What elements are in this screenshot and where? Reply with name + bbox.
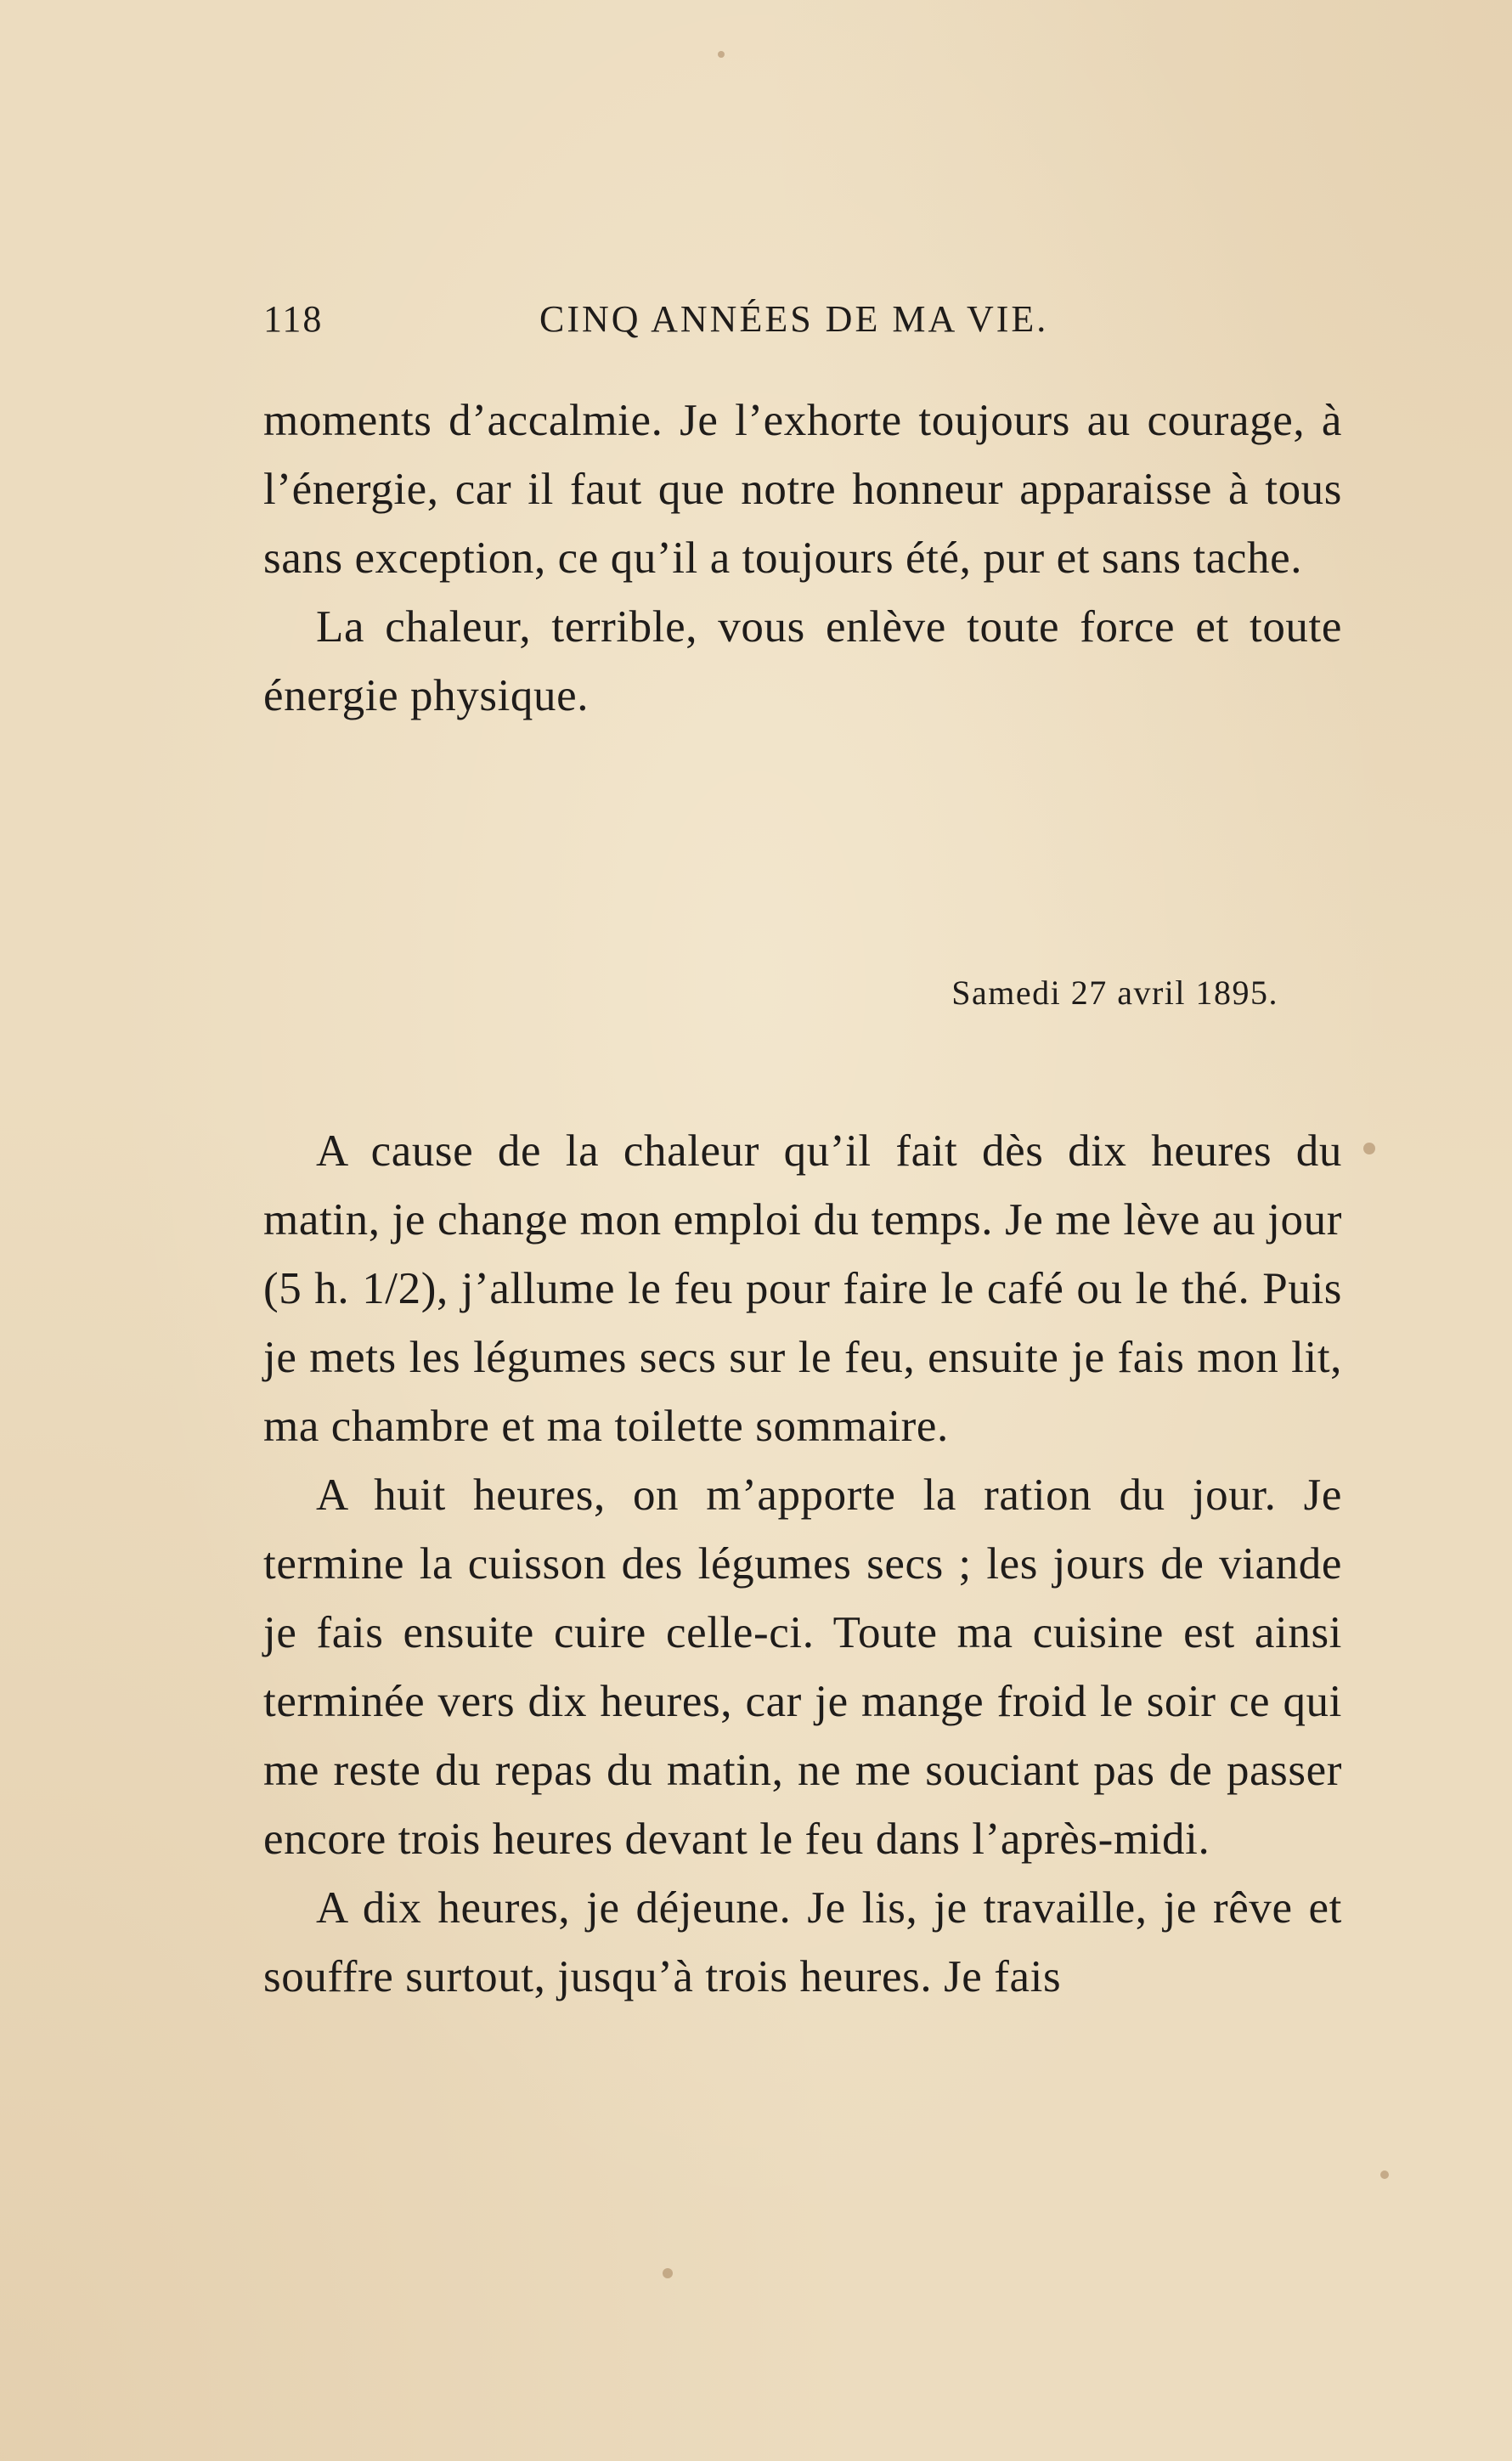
paper-speck bbox=[663, 2268, 673, 2278]
paragraph: A dix heures, je déjeune. Je lis, je travaille, je rêve et souffre surtout, jusqu’à trois heures. Je fais bbox=[263, 1883, 1342, 2001]
paragraph: A huit heures, on m’apporte la ration du jour. Je termine la cuisson des légumes secs ; les jours de viande je fais ensuite cuire celle-ci. Toute ma cuisine est ainsi terminée vers dix heures, car je mange froid le soir ce qui me reste du repas du matin, ne me souciant pas de passer encore trois heures devant le feu dans l’après-midi. bbox=[263, 1470, 1342, 1864]
paragraph: moments d’accalmie. Je l’exhorte toujours au courage, à l’énergie, car il faut que notre honneur apparaisse à tous sans exception, ce qu’il a toujours été, pur et sans tache. bbox=[263, 396, 1342, 583]
text-block-after-date bbox=[263, 1117, 1342, 2012]
paragraph: A cause de la chaleur qu’il fait dès dix heures du matin, je change mon emploi du temps. Je me lève au jour (5 h. 1/2), j’allume le feu pour faire le café ou le thé. Puis je mets les légumes secs sur le feu, ensuite je fais mon lit, ma chambre et ma toilette sommaire. bbox=[263, 1126, 1342, 1451]
running-header bbox=[263, 297, 1342, 348]
paper-speck bbox=[718, 51, 725, 58]
running-title: CINQ ANNÉES DE MA VIE. bbox=[539, 298, 1049, 340]
paper-speck bbox=[1380, 2170, 1389, 2179]
paragraph: La chaleur, terrible, vous enlève toute force et toute énergie physique. bbox=[263, 602, 1342, 720]
text-block-before-date bbox=[263, 387, 1342, 731]
date-heading: Samedi 27 avril 1895. bbox=[951, 974, 1278, 1012]
paper-speck bbox=[1363, 1143, 1375, 1154]
page-number: 118 bbox=[263, 298, 324, 340]
